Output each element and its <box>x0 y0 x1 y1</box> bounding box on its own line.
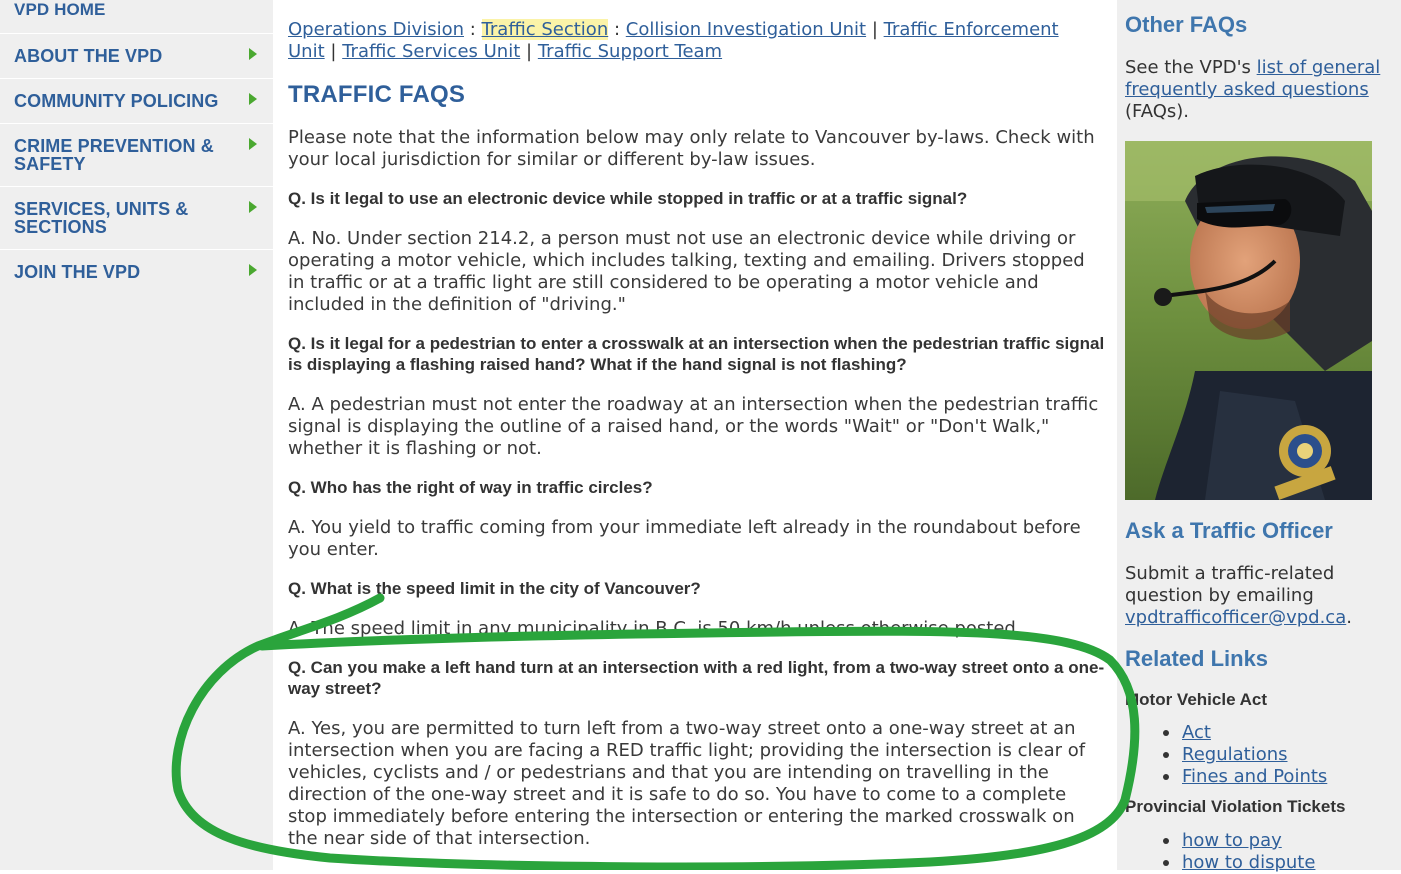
bullet-icon <box>1163 860 1169 866</box>
bullet-icon <box>1163 752 1169 758</box>
triangle-right-icon <box>249 93 257 105</box>
general-faqs-link[interactable]: list of general frequently asked questions <box>1125 57 1381 100</box>
breadcrumb-separator: | <box>330 41 337 62</box>
mva-act-link[interactable]: Act <box>1182 722 1211 743</box>
nav-item-label-line2: SECTIONS <box>14 217 107 237</box>
bullet-icon <box>1163 774 1169 780</box>
how-to-dispute-link[interactable]: how to dispute <box>1182 852 1316 873</box>
ask-officer-description: Submit a traffic-related question by emailing <box>1125 563 1335 606</box>
bullet-icon <box>1163 730 1169 736</box>
ask-officer-end: . <box>1346 607 1352 628</box>
faq-answer: A. No. Under section 214.2, a person must not use an electronic device while driving or operating a motor vehicle, which includes talking, texting and emailing. Drivers stopped in traffic or at a traffic light are still considered to be operating a motor vehicle and included in the definition of "driving." <box>288 228 1085 315</box>
ask-officer-text <box>1125 563 1395 629</box>
nav-item-label: ABOUT THE VPD <box>14 46 163 66</box>
triangle-right-icon <box>249 138 257 150</box>
nav-item-label-line2: SAFETY <box>14 154 86 174</box>
nav-item-label: JOIN THE VPD <box>14 262 141 282</box>
breadcrumb-separator: : <box>613 19 621 40</box>
nav-item-community-policing[interactable] <box>0 78 273 123</box>
faq-answer: A. You yield to traffic coming from your immediate left already in the roundabout before you enter. <box>288 517 1081 560</box>
breadcrumb-traffic-section[interactable]: Traffic Section <box>481 19 609 40</box>
breadcrumb-operations-division[interactable]: Operations Division <box>288 19 464 40</box>
left-navigation <box>0 0 273 870</box>
triangle-right-icon <box>249 201 257 213</box>
faq-answer: A. A pedestrian must not enter the roadway at an intersection when the pedestrian traffic signal is displaying the outline of a raised hand, or the words "Wait" or "Don't Walk," whether it is flashing or not. <box>288 394 1099 459</box>
breadcrumb-separator: : <box>469 19 476 40</box>
nav-home-link[interactable]: VPD HOME <box>14 0 106 19</box>
breadcrumb-traffic-support[interactable]: Traffic Support Team <box>537 41 723 62</box>
other-faqs-heading: Other FAQs <box>1125 12 1248 37</box>
faq-question: Q. What is the speed limit in the city of Vancouver? <box>288 579 701 598</box>
how-to-pay-link[interactable]: how to pay <box>1182 830 1282 851</box>
triangle-right-icon <box>249 264 257 276</box>
breadcrumb-separator: | <box>526 41 533 62</box>
page-title: TRAFFIC FAQS <box>288 81 466 108</box>
breadcrumb-traffic-enforcement[interactable]: Traffic Enforcement <box>883 19 1059 40</box>
nav-item-label: SERVICES, UNITS & <box>14 199 189 219</box>
motor-vehicle-act-heading: Motor Vehicle Act <box>1125 690 1268 709</box>
other-faqs-text <box>1125 57 1395 123</box>
mva-fines-points-link[interactable]: Fines and Points <box>1182 766 1328 787</box>
triangle-right-icon <box>249 48 257 60</box>
nav-item-join[interactable] <box>0 249 273 294</box>
other-faqs-post: (FAQs). <box>1125 101 1190 122</box>
nav-item-services-units[interactable] <box>0 186 273 249</box>
breadcrumb-traffic-enforcement-cont[interactable]: Unit <box>288 41 325 62</box>
related-links-heading: Related Links <box>1125 646 1269 671</box>
intro-text: Please note that the information below may only relate to Vancouver by-laws. Check with your local jurisdiction for similar or different by-law issues. <box>288 127 1095 170</box>
faq-question: Q. Is it legal to use an electronic device while stopped in traffic or at a traffic signal? <box>288 189 968 208</box>
faq-answer: A. Yes, you are permitted to turn left from a two-way street onto a one-way street at an intersection when you are facing a RED traffic light; providing the intersection is clear of vehicles, cyclists and / or pedestrians and that you are intending on travelling in the direction of the one-way street and it is safe to do so. You have to come to a complete stop immediately before entering the intersection or entering the marked crosswalk on the near side of that intersection. <box>288 718 1086 849</box>
breadcrumb <box>288 19 1108 63</box>
mva-regulations-link[interactable]: Regulations <box>1182 744 1288 765</box>
bullet-icon <box>1163 838 1169 844</box>
officer-email-link[interactable]: vpdtrafficofficer@vpd.ca <box>1125 607 1347 628</box>
nav-item-label: COMMUNITY POLICING <box>14 91 219 111</box>
traffic-officer-photo <box>1125 141 1372 500</box>
right-sidebar <box>1117 0 1401 873</box>
faq-question: Q. Is it legal for a pedestrian to enter a crosswalk at an intersection when the pedestrian traffic signal is displaying a flashing raised hand? What if the hand signal is not flashing? <box>288 334 1105 374</box>
faq-question: Q. Can you make a left hand turn at an intersection with a red light, from a two-way street onto a one-way street? <box>288 658 1105 698</box>
ask-traffic-officer-heading: Ask a Traffic Officer <box>1125 518 1333 543</box>
main-content <box>273 0 1117 870</box>
breadcrumb-collision-investigation[interactable]: Collision Investigation Unit <box>625 19 867 40</box>
nav-item-about[interactable] <box>0 33 273 78</box>
nav-item-label: CRIME PREVENTION & <box>14 136 214 156</box>
breadcrumb-separator: | <box>871 19 878 40</box>
faq-answer: A. The speed limit in any municipality in B.C. is 50 km/h unless otherwise posted. <box>288 618 1022 639</box>
nav-item-crime-prevention[interactable] <box>0 123 273 186</box>
faq-question: Q. Who has the right of way in traffic circles? <box>288 478 653 497</box>
other-faqs-pre: See the VPD's <box>1125 57 1257 78</box>
breadcrumb-traffic-services[interactable]: Traffic Services Unit <box>342 41 521 62</box>
violation-tickets-heading: Provincial Violation Tickets <box>1125 797 1346 816</box>
